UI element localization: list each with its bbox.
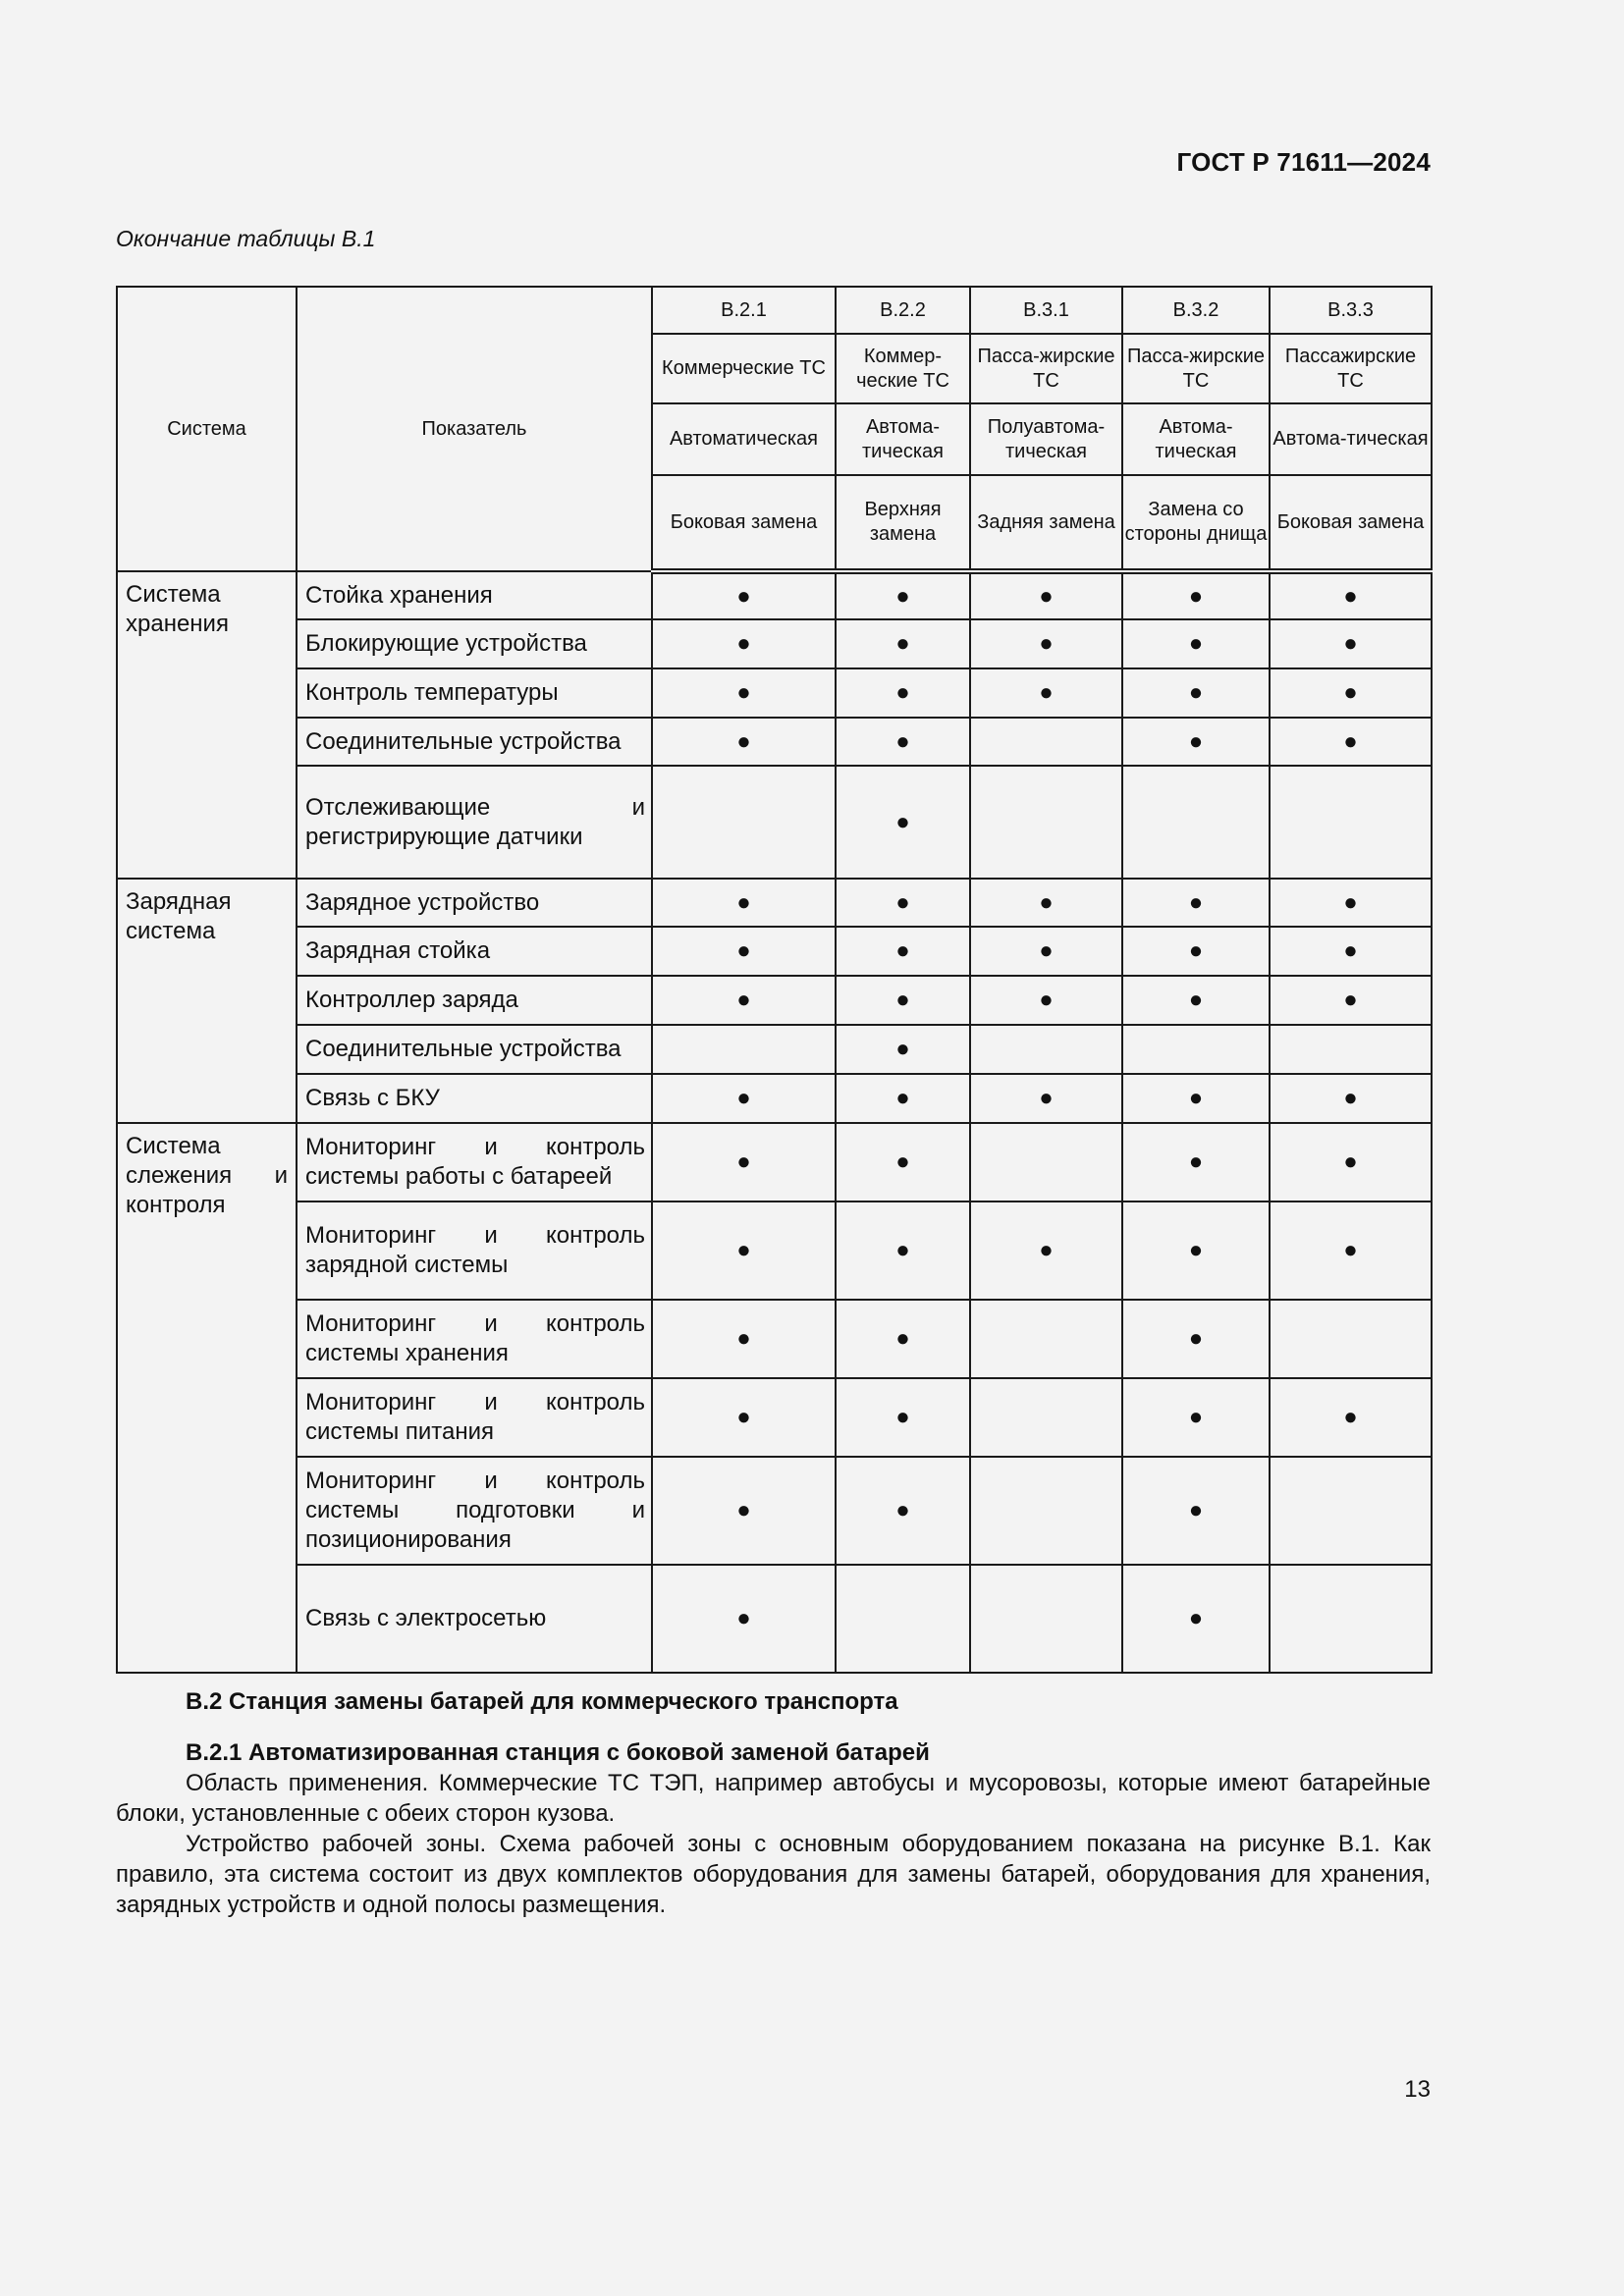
mark-cell (1270, 1123, 1432, 1201)
applicability-mark: ● (895, 1148, 910, 1175)
column-vehicle: Пасса-жирские ТС (1122, 334, 1270, 403)
mark-cell (652, 1025, 836, 1074)
applicability-mark: ● (736, 1605, 751, 1631)
applicability-mark: ● (1188, 727, 1204, 755)
mark-cell (652, 668, 836, 718)
mark-cell (652, 1201, 836, 1300)
indicator-cell: Стойка хранения (297, 571, 652, 619)
applicability-mark: ● (1343, 1085, 1358, 1111)
header-system: Система (117, 287, 297, 571)
mark-cell (970, 1457, 1122, 1565)
column-mode: Автома-тическая (1122, 403, 1270, 475)
applicability-mark: ● (736, 1404, 751, 1430)
indicator-cell: Блокирующие устройства (297, 619, 652, 668)
applicability-mark: ● (1039, 582, 1054, 610)
mark-cell (652, 879, 836, 927)
applicability-mark: ● (895, 679, 910, 706)
mark-cell (970, 1201, 1122, 1300)
applicability-mark: ● (1188, 1148, 1204, 1175)
applicability-mark: ● (1188, 1404, 1204, 1430)
applicability-mark: ● (895, 630, 910, 657)
indicator-cell: Отслеживающие и регистрирующие датчики (297, 766, 652, 879)
table-row (117, 976, 1432, 1025)
mark-cell (1270, 976, 1432, 1025)
column-swap: Замена со стороны днища (1122, 475, 1270, 571)
indicator-cell: Соединительные устройства (297, 1025, 652, 1074)
mark-cell (970, 1123, 1122, 1201)
mark-cell (970, 879, 1122, 927)
standard-code: ГОСТ Р 71611—2024 (1176, 147, 1431, 177)
mark-cell (1270, 1457, 1432, 1565)
applicability-mark: ● (1188, 1085, 1204, 1111)
table-row (117, 1123, 1432, 1201)
applicability-mark: ● (736, 1237, 751, 1263)
mark-cell (1270, 668, 1432, 718)
applicability-mark: ● (1188, 888, 1204, 916)
mark-cell (970, 718, 1122, 766)
mark-cell (1122, 766, 1270, 879)
section-heading: В.2 Станция замены батарей для коммерческого транспорта (186, 1688, 898, 1715)
table-row (117, 718, 1432, 766)
mark-cell (652, 718, 836, 766)
mark-cell (836, 1074, 970, 1123)
table-row (117, 1025, 1432, 1074)
mark-cell (836, 1378, 970, 1457)
mark-cell (836, 879, 970, 927)
applicability-mark: ● (736, 888, 751, 916)
applicability-mark: ● (1188, 630, 1204, 657)
mark-cell (652, 571, 836, 619)
mark-cell (970, 766, 1122, 879)
mark-cell (970, 1565, 1122, 1673)
mark-cell (1122, 718, 1270, 766)
paragraph: Область применения. Коммерческие ТС ТЭП, например автобусы и мусоровозы, которые имеют батарейные блоки, установленные с обеих сторон кузова. (116, 1770, 1431, 1827)
mark-cell (1270, 571, 1432, 619)
applicability-mark: ● (1343, 727, 1358, 755)
column-vehicle: Коммерческие ТС (652, 334, 836, 403)
table-row (117, 571, 1432, 619)
applicability-mark: ● (895, 937, 910, 964)
applicability-mark: ● (1343, 1148, 1358, 1175)
applicability-mark: ● (895, 987, 910, 1013)
mark-cell (970, 1300, 1122, 1378)
applicability-mark: ● (1343, 679, 1358, 706)
applicability-mark: ● (1188, 1497, 1204, 1523)
applicability-mark: ● (895, 582, 910, 610)
mark-cell (1270, 1378, 1432, 1457)
paragraph: Устройство рабочей зоны. Схема рабочей зоны с основным оборудованием показана на рисунке В.1. Как правило, эта система состоит из двух комплектов оборудования для замены батарей, оборудования для хранения, зарядных устройств и одной полосы размещения. (116, 1831, 1431, 1918)
applicability-mark: ● (1039, 937, 1054, 964)
mark-cell (1122, 1457, 1270, 1565)
indicator-cell: Контроль температуры (297, 668, 652, 718)
applicability-mark: ● (1188, 1237, 1204, 1263)
applicability-mark: ● (1343, 1404, 1358, 1430)
column-vehicle: Коммер-ческие ТС (836, 334, 970, 403)
mark-cell (1122, 879, 1270, 927)
applicability-mark: ● (1343, 630, 1358, 657)
mark-cell (836, 668, 970, 718)
mark-cell (652, 1074, 836, 1123)
mark-cell (836, 1300, 970, 1378)
mark-cell (836, 1565, 970, 1673)
mark-cell (1270, 927, 1432, 976)
mark-cell (970, 927, 1122, 976)
applicability-mark: ● (736, 1085, 751, 1111)
table-row (117, 1074, 1432, 1123)
table-body (117, 571, 1432, 1673)
applicability-mark: ● (1343, 1237, 1358, 1263)
applicability-mark: ● (1188, 1325, 1204, 1352)
mark-cell (652, 766, 836, 879)
applicability-mark: ● (1039, 888, 1054, 916)
column-mode: Автома-тическая (836, 403, 970, 475)
applicability-mark: ● (1039, 630, 1054, 657)
applicability-mark: ● (895, 1237, 910, 1263)
mark-cell (1122, 1378, 1270, 1457)
applicability-mark: ● (1188, 679, 1204, 706)
page-number: 13 (1404, 2076, 1431, 2103)
indicator-cell: Связь с БКУ (297, 1074, 652, 1123)
indicator-cell: Зарядная стойка (297, 927, 652, 976)
mark-cell (970, 571, 1122, 619)
mark-cell (836, 976, 970, 1025)
column-id: В.2.1 (652, 287, 836, 334)
applicability-mark: ● (895, 1497, 910, 1523)
column-swap: Верхняя замена (836, 475, 970, 571)
mark-cell (1270, 766, 1432, 879)
mark-cell (1270, 1025, 1432, 1074)
applicability-mark: ● (736, 582, 751, 610)
applicability-mark: ● (736, 987, 751, 1013)
mark-cell (836, 619, 970, 668)
mark-cell (1270, 1565, 1432, 1673)
applicability-mark: ● (736, 727, 751, 755)
mark-cell (1122, 1201, 1270, 1300)
applicability-mark: ● (1039, 987, 1054, 1013)
system-cell: Система хранения (117, 571, 297, 879)
column-id: В.2.2 (836, 287, 970, 334)
mark-cell (836, 1457, 970, 1565)
mark-cell (652, 619, 836, 668)
indicator-cell: Контроллер заряда (297, 976, 652, 1025)
table-row (117, 619, 1432, 668)
mark-cell (836, 571, 970, 619)
mark-cell (1270, 1300, 1432, 1378)
mark-cell (1122, 571, 1270, 619)
mark-cell (1122, 1300, 1270, 1378)
mark-cell (1122, 619, 1270, 668)
indicator-cell: Мониторинг и контроль системы хранения (297, 1300, 652, 1378)
mark-cell (1122, 927, 1270, 976)
mark-cell (652, 1300, 836, 1378)
column-vehicle: Пасса-жирские ТС (970, 334, 1122, 403)
mark-cell (652, 927, 836, 976)
applicability-mark: ● (736, 1325, 751, 1352)
applicability-mark: ● (895, 1085, 910, 1111)
mark-cell (970, 1074, 1122, 1123)
indicator-cell: Связь с электросетью (297, 1565, 652, 1673)
table-row (117, 1565, 1432, 1673)
mark-cell (836, 718, 970, 766)
mark-cell (836, 1123, 970, 1201)
table-caption: Окончание таблицы В.1 (116, 226, 376, 251)
column-id: В.3.1 (970, 287, 1122, 334)
mark-cell (652, 1123, 836, 1201)
applicability-mark: ● (1343, 987, 1358, 1013)
indicator-cell: Мониторинг и контроль системы работы с батареей (297, 1123, 652, 1201)
applicability-mark: ● (736, 937, 751, 964)
applicability-mark: ● (1343, 582, 1358, 610)
mark-cell (1270, 1074, 1432, 1123)
applicability-mark: ● (895, 808, 910, 835)
mark-cell (1270, 879, 1432, 927)
table-row (117, 766, 1432, 879)
requirements-table (116, 286, 1433, 1674)
column-mode: Автома-тическая (1270, 403, 1432, 475)
applicability-mark: ● (1188, 987, 1204, 1013)
mark-cell (652, 1378, 836, 1457)
mark-cell (970, 1378, 1122, 1457)
mark-cell (970, 976, 1122, 1025)
column-swap: Боковая замена (1270, 475, 1432, 571)
column-mode: Автоматическая (652, 403, 836, 475)
table-row (117, 879, 1432, 927)
applicability-mark: ● (1039, 1085, 1054, 1111)
column-id: В.3.2 (1122, 287, 1270, 334)
mark-cell (970, 668, 1122, 718)
applicability-mark: ● (736, 1148, 751, 1175)
subsection-heading: В.2.1 Автоматизированная станция с боковой заменой батарей (186, 1739, 930, 1766)
indicator-cell: Мониторинг и контроль зарядной системы (297, 1201, 652, 1300)
table-row (117, 668, 1432, 718)
mark-cell (836, 766, 970, 879)
applicability-mark: ● (895, 888, 910, 916)
column-swap: Боковая замена (652, 475, 836, 571)
indicator-cell: Зарядное устройство (297, 879, 652, 927)
section-block (116, 1686, 1431, 1717)
mark-cell (836, 1201, 970, 1300)
table-row (117, 927, 1432, 976)
applicability-mark: ● (736, 630, 751, 657)
subsection-block (116, 1737, 1431, 1920)
applicability-mark: ● (736, 1497, 751, 1523)
mark-cell (652, 976, 836, 1025)
applicability-mark: ● (1039, 1237, 1054, 1263)
indicator-cell: Мониторинг и контроль системы подготовки и позиционирования (297, 1457, 652, 1565)
mark-cell (1270, 619, 1432, 668)
column-mode: Полуавтома-тическая (970, 403, 1122, 475)
applicability-mark: ● (1188, 1605, 1204, 1631)
applicability-mark: ● (895, 1325, 910, 1352)
column-id: В.3.3 (1270, 287, 1432, 334)
applicability-mark: ● (895, 1404, 910, 1430)
mark-cell (652, 1565, 836, 1673)
table-row (117, 1378, 1432, 1457)
mark-cell (1122, 1565, 1270, 1673)
mark-cell (1270, 1201, 1432, 1300)
column-vehicle: Пассажирские ТС (1270, 334, 1432, 403)
indicator-cell: Соединительные устройства (297, 718, 652, 766)
table-row (117, 1457, 1432, 1565)
mark-cell (970, 619, 1122, 668)
system-cell: Система слежения и контроля (117, 1123, 297, 1673)
applicability-mark: ● (1188, 582, 1204, 610)
applicability-mark: ● (1343, 888, 1358, 916)
applicability-mark: ● (1188, 937, 1204, 964)
system-cell: Зарядная система (117, 879, 297, 1123)
applicability-mark: ● (1343, 937, 1358, 964)
applicability-mark: ● (895, 727, 910, 755)
mark-cell (1122, 668, 1270, 718)
mark-cell (970, 1025, 1122, 1074)
table-row (117, 1300, 1432, 1378)
table-row (117, 1201, 1432, 1300)
mark-cell (1122, 1123, 1270, 1201)
column-swap: Задняя замена (970, 475, 1122, 571)
mark-cell (1122, 1025, 1270, 1074)
mark-cell (1122, 1074, 1270, 1123)
mark-cell (1122, 976, 1270, 1025)
indicator-cell: Мониторинг и контроль системы питания (297, 1378, 652, 1457)
header-indicator: Показатель (297, 287, 652, 571)
applicability-mark: ● (1039, 679, 1054, 706)
mark-cell (1270, 718, 1432, 766)
mark-cell (652, 1457, 836, 1565)
mark-cell (836, 1025, 970, 1074)
mark-cell (836, 927, 970, 976)
applicability-mark: ● (895, 1036, 910, 1062)
applicability-mark: ● (736, 679, 751, 706)
